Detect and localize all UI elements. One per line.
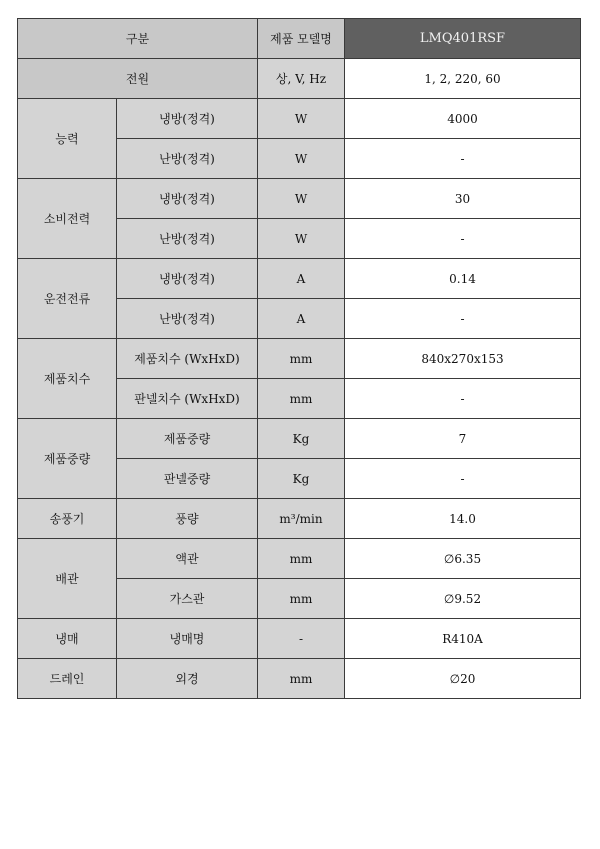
model-label: 제품 모델명 bbox=[258, 19, 345, 59]
unit-cell: - bbox=[258, 619, 345, 659]
spec-row bbox=[18, 539, 581, 579]
sub-item-label: 판넬중량 bbox=[117, 459, 258, 499]
unit-cell: A bbox=[258, 299, 345, 339]
value-cell: - bbox=[345, 459, 581, 499]
sub-item-label: 판넬치수 (WxHxD) bbox=[117, 379, 258, 419]
unit-cell: W bbox=[258, 99, 345, 139]
value-cell: - bbox=[345, 379, 581, 419]
group-label: 냉매 bbox=[18, 619, 117, 659]
unit-cell: mm bbox=[258, 659, 345, 699]
unit-cell: W bbox=[258, 139, 345, 179]
spec-row bbox=[18, 619, 581, 659]
spec-table-body bbox=[18, 19, 581, 699]
value-cell: - bbox=[345, 219, 581, 259]
sub-item-label: 제품치수 (WxHxD) bbox=[117, 339, 258, 379]
group-label: 제품치수 bbox=[18, 339, 117, 419]
value-cell: - bbox=[345, 139, 581, 179]
group-label: 송풍기 bbox=[18, 499, 117, 539]
group-label: 제품중량 bbox=[18, 419, 117, 499]
sub-item-label: 외경 bbox=[117, 659, 258, 699]
value-cell: 4000 bbox=[345, 99, 581, 139]
spec-row bbox=[18, 99, 581, 139]
sub-item-label: 액관 bbox=[117, 539, 258, 579]
unit-cell: mm bbox=[258, 339, 345, 379]
group-label: 배관 bbox=[18, 539, 117, 619]
spec-row bbox=[18, 179, 581, 219]
unit-cell: Kg bbox=[258, 459, 345, 499]
value-cell: 14.0 bbox=[345, 499, 581, 539]
power-unit: 상, V, Hz bbox=[258, 59, 345, 99]
value-cell: ∅6.35 bbox=[345, 539, 581, 579]
sub-item-label: 난방(정격) bbox=[117, 139, 258, 179]
unit-cell: mm bbox=[258, 379, 345, 419]
value-cell: 30 bbox=[345, 179, 581, 219]
power-row bbox=[18, 59, 581, 99]
spec-row bbox=[18, 499, 581, 539]
unit-cell: mm bbox=[258, 539, 345, 579]
value-cell: 840x270x153 bbox=[345, 339, 581, 379]
value-cell: ∅9.52 bbox=[345, 579, 581, 619]
unit-cell: mm bbox=[258, 579, 345, 619]
value-cell: 0.14 bbox=[345, 259, 581, 299]
unit-cell: m³/min bbox=[258, 499, 345, 539]
spec-row bbox=[18, 419, 581, 459]
sub-item-label: 난방(정격) bbox=[117, 219, 258, 259]
unit-cell: W bbox=[258, 219, 345, 259]
spec-row bbox=[18, 659, 581, 699]
power-value: 1, 2, 220, 60 bbox=[345, 59, 581, 99]
sub-item-label: 가스관 bbox=[117, 579, 258, 619]
spec-row bbox=[18, 339, 581, 379]
spec-row bbox=[18, 259, 581, 299]
value-cell: R410A bbox=[345, 619, 581, 659]
value-cell: 7 bbox=[345, 419, 581, 459]
group-label: 드레인 bbox=[18, 659, 117, 699]
category-header: 구분 bbox=[18, 19, 258, 59]
sub-item-label: 냉방(정격) bbox=[117, 99, 258, 139]
sub-item-label: 난방(정격) bbox=[117, 299, 258, 339]
sub-item-label: 냉매명 bbox=[117, 619, 258, 659]
sub-item-label: 냉방(정격) bbox=[117, 179, 258, 219]
value-cell: ∅20 bbox=[345, 659, 581, 699]
header-row bbox=[18, 19, 581, 59]
group-label: 운전전류 bbox=[18, 259, 117, 339]
power-label: 전원 bbox=[18, 59, 258, 99]
group-label: 능력 bbox=[18, 99, 117, 179]
sub-item-label: 풍량 bbox=[117, 499, 258, 539]
sub-item-label: 제품중량 bbox=[117, 419, 258, 459]
sub-item-label: 냉방(정격) bbox=[117, 259, 258, 299]
value-cell: - bbox=[345, 299, 581, 339]
unit-cell: A bbox=[258, 259, 345, 299]
spec-table bbox=[17, 18, 581, 699]
unit-cell: W bbox=[258, 179, 345, 219]
group-label: 소비전력 bbox=[18, 179, 117, 259]
model-value: LMQ401RSF bbox=[345, 19, 581, 59]
unit-cell: Kg bbox=[258, 419, 345, 459]
